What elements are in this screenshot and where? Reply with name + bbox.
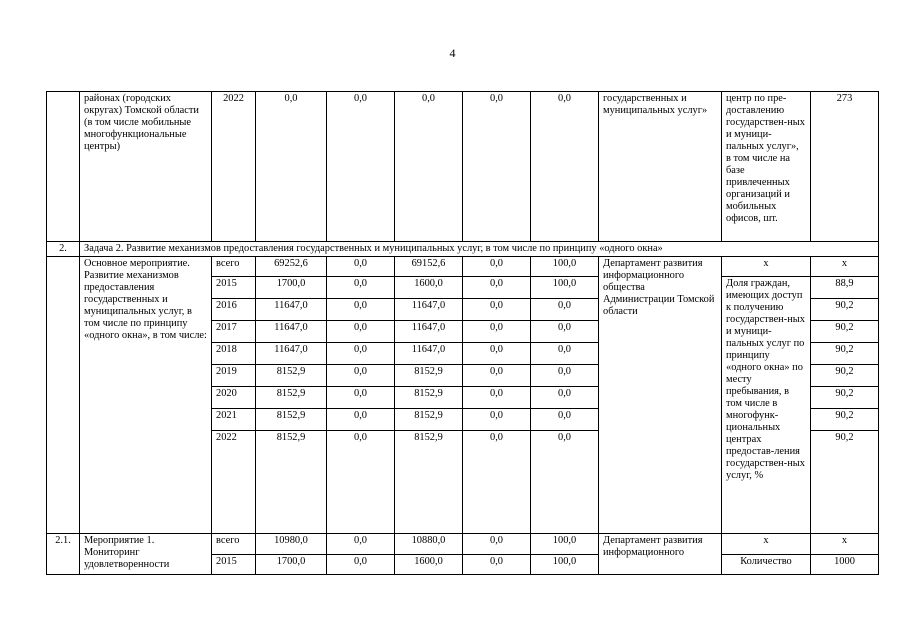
row-number-cell xyxy=(47,257,80,534)
year-cell: 2017 xyxy=(212,321,256,343)
value-cell: 0,0 xyxy=(463,343,531,365)
target-cell: 1000 xyxy=(811,555,879,575)
year-cell: 2015 xyxy=(212,555,256,575)
value-cell: 0,0 xyxy=(463,321,531,343)
indicator-cell: Количество xyxy=(722,555,811,575)
value-cell: 1700,0 xyxy=(256,555,327,575)
value-cell: 11647,0 xyxy=(395,343,463,365)
year-cell: всего xyxy=(212,257,256,277)
value-cell: 100,0 xyxy=(531,555,599,575)
value-cell: 0,0 xyxy=(463,92,531,242)
target-cell: 90,2 xyxy=(811,409,879,431)
value-cell: 100,0 xyxy=(531,534,599,555)
value-cell: 11647,0 xyxy=(256,321,327,343)
value-cell: 0,0 xyxy=(327,321,395,343)
value-cell: 0,0 xyxy=(463,277,531,299)
value-cell: 10980,0 xyxy=(256,534,327,555)
value-cell: 0,0 xyxy=(327,365,395,387)
value-cell: 8152,9 xyxy=(395,387,463,409)
activity-name: Мероприятие 1. Мониторинг удовлетворенности xyxy=(80,534,212,575)
value-cell: 0,0 xyxy=(327,409,395,431)
value-cell: 69152,6 xyxy=(395,257,463,277)
value-cell: 0,0 xyxy=(327,299,395,321)
value-cell: 0,0 xyxy=(463,299,531,321)
value-cell: 100,0 xyxy=(531,257,599,277)
table-row xyxy=(47,92,879,242)
value-cell: 0,0 xyxy=(327,277,395,299)
value-cell: 0,0 xyxy=(327,257,395,277)
activity-name: районах (городских округах) Томской области (в том числе мобильные многофункциональные центры) xyxy=(80,92,212,242)
value-cell: 0,0 xyxy=(327,431,395,534)
target-cell: х xyxy=(811,534,879,555)
target-cell: 90,2 xyxy=(811,387,879,409)
target-cell: 90,2 xyxy=(811,321,879,343)
value-cell: 0,0 xyxy=(531,387,599,409)
value-cell: 8152,9 xyxy=(256,431,327,534)
value-cell: 11647,0 xyxy=(256,299,327,321)
value-cell: 0,0 xyxy=(531,343,599,365)
value-cell: 100,0 xyxy=(531,277,599,299)
value-cell: 0,0 xyxy=(531,431,599,534)
value-cell: 69252,6 xyxy=(256,257,327,277)
value-cell: 8152,9 xyxy=(395,431,463,534)
value-cell: 1600,0 xyxy=(395,555,463,575)
value-cell: 0,0 xyxy=(463,431,531,534)
value-cell: 0,0 xyxy=(327,343,395,365)
table-row xyxy=(47,534,879,555)
target-cell: 273 xyxy=(811,92,879,242)
row-number-cell xyxy=(47,92,80,242)
value-cell: 0,0 xyxy=(327,387,395,409)
year-cell: 2018 xyxy=(212,343,256,365)
year-cell: 2019 xyxy=(212,365,256,387)
year-cell: 2021 xyxy=(212,409,256,431)
year-cell: 2015 xyxy=(212,277,256,299)
year-cell: 2022 xyxy=(212,92,256,242)
value-cell: 0,0 xyxy=(531,92,599,242)
year-cell: всего xyxy=(212,534,256,555)
value-cell: 8152,9 xyxy=(256,365,327,387)
value-cell: 1600,0 xyxy=(395,277,463,299)
task-row xyxy=(47,242,879,257)
value-cell: 1700,0 xyxy=(256,277,327,299)
target-cell: 90,2 xyxy=(811,343,879,365)
target-cell: 90,2 xyxy=(811,365,879,387)
value-cell: 0,0 xyxy=(327,534,395,555)
value-cell: 11647,0 xyxy=(395,321,463,343)
year-cell: 2022 xyxy=(212,431,256,534)
value-cell: 8152,9 xyxy=(395,409,463,431)
value-cell: 0,0 xyxy=(463,257,531,277)
target-cell: 90,2 xyxy=(811,431,879,534)
target-cell: 88,9 xyxy=(811,277,879,299)
value-cell: 0,0 xyxy=(463,555,531,575)
value-cell: 0,0 xyxy=(463,365,531,387)
executor-cell: Департамент развития информационного xyxy=(599,534,722,575)
value-cell: 11647,0 xyxy=(256,343,327,365)
executor-cell: государственных и муниципальных услуг» xyxy=(599,92,722,242)
indicator-cell: Доля граждан, имеющих доступ к получению государствен-ных и муници-пальных услуг по принципу «одного окна» по месту пребывания, в том числе в многофунк-циональных центрах предостав-ления государствен-ных услуг, % xyxy=(722,277,811,534)
value-cell: 10880,0 xyxy=(395,534,463,555)
value-cell: 0,0 xyxy=(256,92,327,242)
value-cell: 0,0 xyxy=(531,321,599,343)
row-number-cell: 2.1. xyxy=(47,534,80,575)
target-cell: х xyxy=(811,257,879,277)
value-cell: 0,0 xyxy=(327,555,395,575)
indicator-cell: х xyxy=(722,534,811,555)
value-cell: 0,0 xyxy=(531,299,599,321)
value-cell: 0,0 xyxy=(463,534,531,555)
table-row xyxy=(47,257,879,277)
value-cell: 0,0 xyxy=(395,92,463,242)
value-cell: 0,0 xyxy=(327,92,395,242)
program-table xyxy=(46,91,879,575)
value-cell: 8152,9 xyxy=(395,365,463,387)
value-cell: 0,0 xyxy=(463,387,531,409)
value-cell: 0,0 xyxy=(463,409,531,431)
value-cell: 0,0 xyxy=(531,365,599,387)
value-cell: 8152,9 xyxy=(256,387,327,409)
indicator-cell: х xyxy=(722,257,811,277)
year-cell: 2020 xyxy=(212,387,256,409)
target-cell: 90,2 xyxy=(811,299,879,321)
value-cell: 0,0 xyxy=(531,409,599,431)
indicator-cell: центр по пре-доставлению государствен-ных и муници-пальных услуг», в том числе на базе привлеченных организаций и мобильных офисов, шт. xyxy=(722,92,811,242)
task-title: Задача 2. Развитие механизмов предоставления государственных и муниципальных услуг, в том числе по принципу «одного окна» xyxy=(80,242,879,257)
task-number: 2. xyxy=(47,242,80,257)
value-cell: 11647,0 xyxy=(395,299,463,321)
value-cell: 8152,9 xyxy=(256,409,327,431)
year-cell: 2016 xyxy=(212,299,256,321)
executor-cell: Департамент развития информационного общества Администрации Томской области xyxy=(599,257,722,534)
activity-name: Основное мероприятие. Развитие механизмов предоставления государственных и муниципальных услуг, в том числе по принципу «одного окна», в том числе: xyxy=(80,257,212,534)
page-number: 4 xyxy=(449,46,456,60)
